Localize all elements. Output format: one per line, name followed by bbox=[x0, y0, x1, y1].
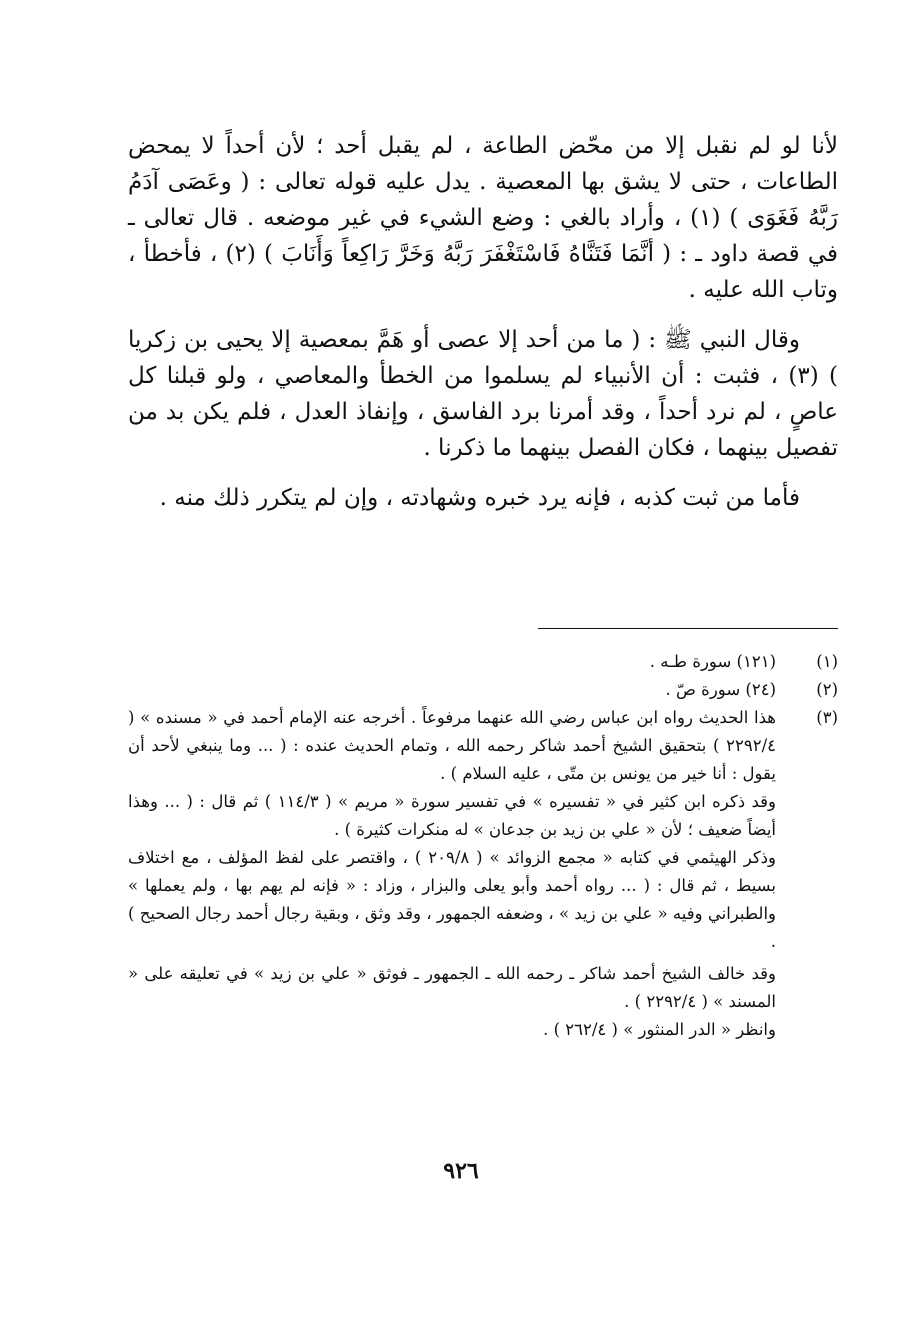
footnote-paragraph: وقد خالف الشيخ أحمد شاكر ـ رحمه الله ـ الجمهور ـ فوثق « علي بن زيد » في تعليقه على « المسند » ( ٢٢٩٢/٤ ) . bbox=[128, 964, 776, 1011]
footnote-paragraph: (١٢١) سورة طـه . bbox=[649, 652, 776, 671]
main-text bbox=[128, 128, 838, 530]
footnote-marker: (٢) bbox=[816, 680, 838, 699]
paragraph-2: وقال النبي ﷺ : ( ما من أحد إلا عصى أو هَمَّ بمعصية إلا يحيى بن زكريا ) (٣) ، فثبت : أن الأنبياء لم يسلموا من الخطأ والمعاصي ، ولو قبلنا كل عاصٍ ، لم نرد أحداً ، وقد أمرنا برد الفاسق ، وإنفاذ العدل ، فلم يكن بد من تفصيل بينهما ، فكان الفصل بينهما ما ذكرنا . bbox=[128, 327, 838, 461]
footnote-1 bbox=[128, 648, 838, 676]
footnote-paragraph: هذا الحديث رواه ابن عباس رضي الله عنهما مرفوعاً . أخرجه عنه الإمام أحمد في « مسنده » ( ٢٢٩٢/٤ ) بتحقيق الشيخ أحمد شاكر رحمه الله ، وتمام الحديث عنده : ( ... وما ينبغي لأحد أن يقول : أنا خير من يونس بن متّى ، عليه السلام ) . bbox=[128, 708, 776, 783]
footnote-paragraph: وانظر « الدر المنثور » ( ٢٦٢/٤ ) . bbox=[543, 1020, 776, 1039]
footnote-paragraph: وقد ذكره ابن كثير في « تفسيره » في تفسير سورة « مريم » ( ١١٤/٣ ) ثم قال : ( ... وهذا أيضاً ضعيف ؛ لأن « علي بن زيد بن جدعان » له منكرات كثيرة ) . bbox=[128, 792, 777, 839]
paragraph-3: فأما من ثبت كذبه ، فإنه يرد خبره وشهادته ، وإن لم يتكرر ذلك منه . bbox=[159, 485, 800, 511]
footnote-text bbox=[128, 676, 776, 704]
footnote-text bbox=[128, 704, 776, 1044]
paragraph-1: لأنا لو لم نقبل إلا من محّض الطاعة ، لم يقبل أحد ؛ لأن أحداً لا يمحض الطاعات ، حتى لا يشق بها المعصية . يدل عليه قوله تعالى : ( وعَصَى آدَمُ رَبَّهُ فَغَوَى ) (١) ، وأراد بالغي : وضع الشيء في غير موضعه . قال تعالى ـ في قصة داود ـ : ( أنَّمَا فَتَنَّاهُ فَاسْتَغْفَرَ رَبَّهُ وَخَرَّ رَاكِعاً وَأَنَابَ ) (٢) ، فأخطأ ، وتاب الله عليه . bbox=[128, 133, 838, 303]
footnotes bbox=[128, 648, 838, 1044]
footnote-paragraph: وذكر الهيثمي في كتابه « مجمع الزوائد » ( ٢٠٩/٨ ) ، واقتصر على لفظ المؤلف ، مع اختلاف بسيط ، ثم قال : ( ... رواه أحمد وأبو يعلى والبزار ، وزاد : « فإنه لم يهم بها ، ولم يعملها » والطبراني وفيه « علي بن زيد » ، وضعفه الجمهور ، وقد وثق ، وبقية رجال أحمد رجال الصحيح ) . bbox=[128, 848, 776, 951]
footnote-marker: (٣) bbox=[816, 708, 838, 727]
footnote-text bbox=[128, 648, 776, 676]
footnote-2 bbox=[128, 676, 838, 704]
page-number: ٩٢٦ bbox=[443, 1158, 479, 1184]
footnote-separator bbox=[538, 628, 838, 629]
footnote-3 bbox=[128, 704, 838, 1044]
footnote-marker: (١) bbox=[816, 652, 838, 671]
footnote-paragraph: (٢٤) سورة صّ . bbox=[665, 680, 776, 699]
